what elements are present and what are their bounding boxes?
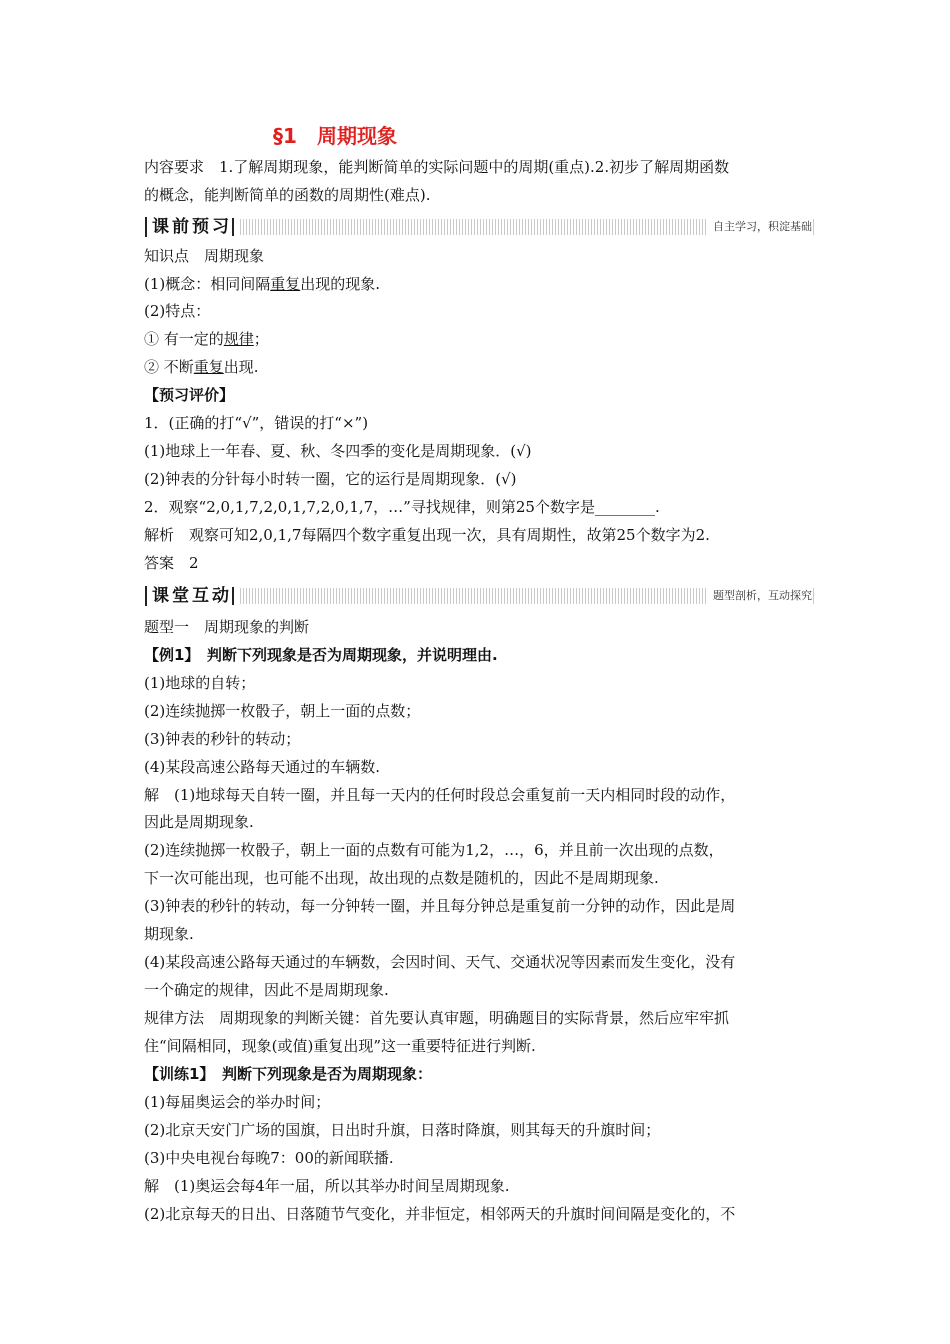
- text: (1)概念：相同间隔: [144, 275, 271, 293]
- example-item-4: (4)某段高速公路每天通过的车辆数.: [144, 758, 381, 776]
- section-banner-class: [144, 584, 814, 608]
- banner-subtitle: 题型剖析，互动探究: [707, 588, 812, 604]
- training-solution-1: 解 (1)奥运会每4年一届，所以其举办时间呈周期现象.: [144, 1177, 510, 1195]
- page-title: §1 周期现象: [273, 124, 397, 148]
- requirements-line-2: 的概念，能判断简单的函数的周期性(难点).: [144, 186, 431, 204]
- knowledge-concept: [144, 274, 380, 294]
- underlined-term: 重复: [193, 358, 224, 376]
- solution-line: 一个确定的规律，因此不是周期现象.: [144, 981, 389, 999]
- underlined-term: 规律: [223, 330, 254, 348]
- solution-line: 期现象.: [144, 925, 194, 943]
- example-item-2: (2)连续抛掷一枚骰子，朝上一面的点数；: [144, 702, 421, 720]
- knowledge-heading: 知识点 周期现象: [144, 247, 265, 265]
- preview-q1b: (2)钟表的分针每小时转一圈，它的运行是周期现象．(√): [144, 470, 517, 488]
- training-item-3: (3)中央电视台每晚7：00的新闻联播.: [144, 1149, 394, 1167]
- training-1: 【训练1】 判断下列现象是否为周期现象：: [144, 1065, 432, 1083]
- banner-subtitle: 自主学习，积淀基础: [707, 219, 812, 235]
- training-item-1: (1)每届奥运会的举办时间；: [144, 1093, 331, 1111]
- knowledge-feature: (2)特点：: [144, 302, 211, 320]
- requirements-line-1: 内容要求 1.了解周期现象，能判断简单的实际问题中的周期(重点).2.初步了解周期函数: [144, 158, 730, 176]
- banner-label: 课堂互动: [152, 586, 232, 606]
- text: ① 有一定的: [144, 330, 224, 348]
- method-line-2: 住“间隔相同，现象(或值)重复出现”这一重要特征进行判断.: [144, 1037, 536, 1055]
- solution-line: (2)连续抛掷一枚骰子，朝上一面的点数有可能为1,2，…，6，并且前一次出现的点数，: [144, 841, 724, 859]
- solution-line: 下一次可能出现，也可能不出现，故出现的点数是随机的，因此不是周期现象.: [144, 869, 659, 887]
- solution-line: 因此是周期现象.: [144, 813, 254, 831]
- banner-left-bar: [145, 217, 147, 237]
- feature-item-2: [144, 357, 259, 377]
- example-item-3: (3)钟表的秒针的转动；: [144, 730, 301, 748]
- banner-divider: [232, 218, 234, 236]
- underlined-term: 重复: [270, 275, 301, 293]
- solution-line: (4)某段高速公路每天通过的车辆数，会因时间、天气、交通状况等因素而发生变化，没有: [144, 953, 736, 971]
- solution-line: 解 (1)地球每天自转一圈，并且每一天内的任何时段总会重复前一天内相同时段的动作，: [144, 786, 736, 804]
- banner-label: 课前预习: [152, 217, 232, 237]
- preview-heading: 【预习评价】: [144, 386, 235, 404]
- training-solution-2: (2)北京每天的日出、日落随节气变化，并非恒定，相邻两天的升旗时间间隔是变化的，不: [144, 1205, 736, 1223]
- preview-analysis: 解析 观察可知2,0,1,7每隔四个数字重复出现一次，具有周期性，故第25个数字为2.: [144, 526, 710, 544]
- solution-line: (3)钟表的秒针的转动，每一分钟转一圈，并且每分钟总是重复前一分钟的动作，因此是周: [144, 897, 736, 915]
- example-1: 【例1】 判断下列现象是否为周期现象，并说明理由.: [144, 646, 498, 664]
- topic-heading: 题型一 周期现象的判断: [144, 618, 310, 636]
- training-item-2: (2)北京天安门广场的国旗，日出时升旗，日落时降旗，则其每天的升旗时间；: [144, 1121, 661, 1139]
- section-banner-preview: [144, 215, 814, 239]
- text: ② 不断: [144, 358, 194, 376]
- text: ；: [253, 330, 269, 348]
- preview-answer: 答案 2: [144, 554, 199, 572]
- method-line-1: 规律方法 周期现象的判断关键：首先要认真审题，明确题目的实际背景，然后应牢牢抓: [144, 1009, 730, 1027]
- example-item-1: (1)地球的自转；: [144, 674, 256, 692]
- feature-item-1: [144, 329, 269, 349]
- banner-left-bar: [145, 586, 147, 606]
- preview-q1a: (1)地球上一年春、夏、秋、冬四季的变化是周期现象．(√): [144, 442, 532, 460]
- banner-divider: [232, 587, 234, 605]
- preview-q1: 1．(正确的打“√”，错误的打“×”): [144, 414, 369, 432]
- preview-q2: 2．观察“2,0,1,7,2,0,1,7,2,0,1,7，…”寻找规律，则第25个数字是________.: [144, 498, 660, 516]
- text: 出现的现象.: [300, 275, 381, 293]
- text: 出现.: [223, 358, 259, 376]
